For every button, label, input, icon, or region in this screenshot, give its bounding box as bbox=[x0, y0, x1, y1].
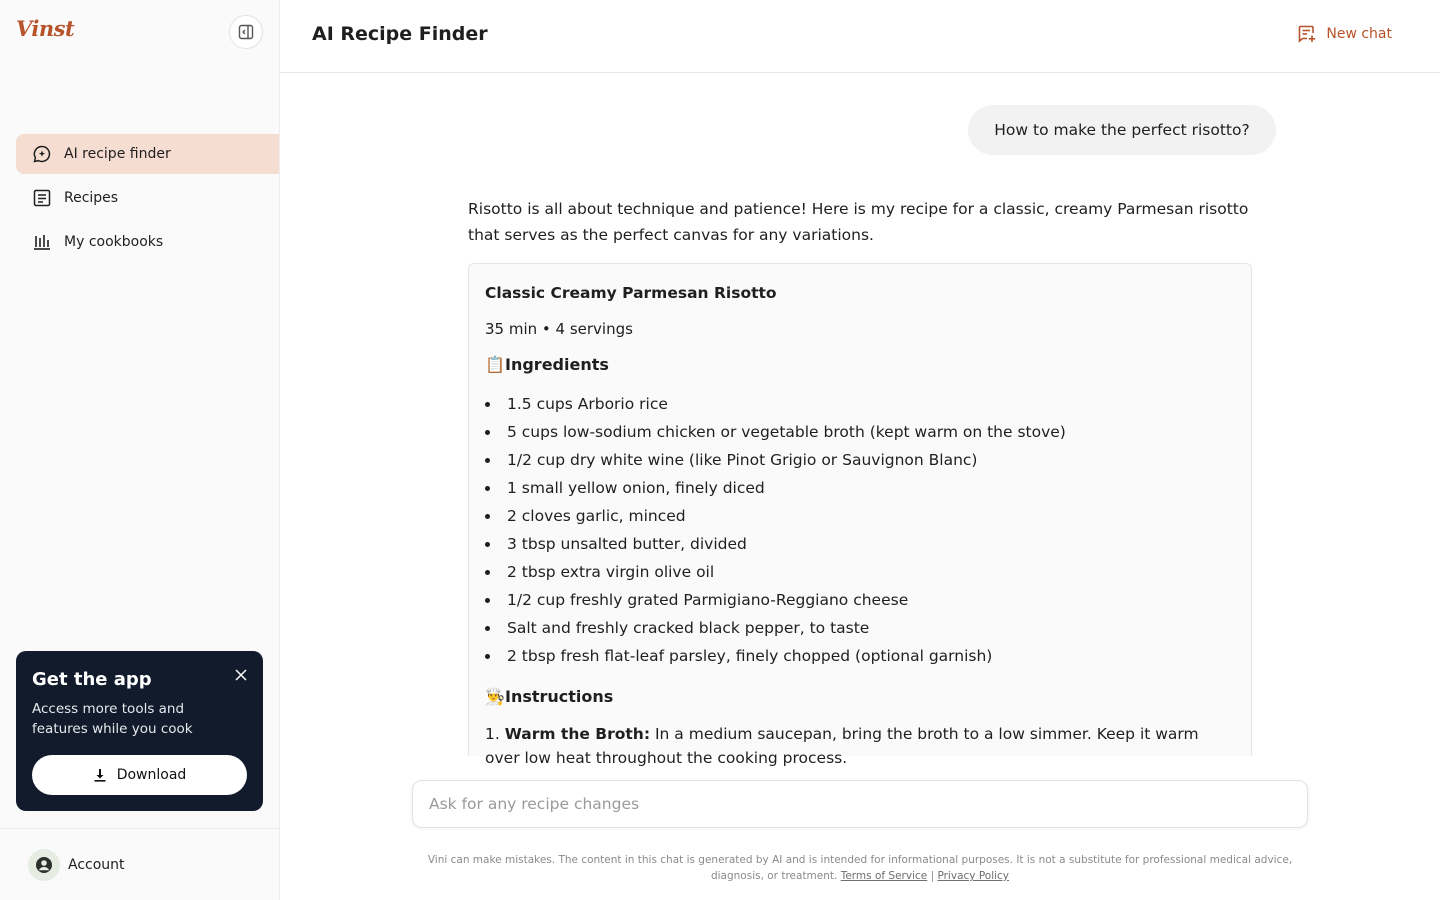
sidebar-nav bbox=[16, 134, 279, 266]
download-button-label: Download bbox=[116, 767, 187, 783]
header bbox=[280, 0, 1440, 73]
recipe-title: Classic Creamy Parmesan Risotto bbox=[485, 284, 777, 302]
user-icon bbox=[35, 856, 53, 874]
app-logo[interactable]: Vinst bbox=[16, 16, 75, 41]
sidebar-item-recipes[interactable] bbox=[16, 178, 279, 218]
account-button[interactable] bbox=[0, 828, 279, 900]
collapse-sidebar-button[interactable] bbox=[229, 15, 263, 49]
page-title: AI Recipe Finder bbox=[312, 23, 488, 45]
recipe-chat-input[interactable] bbox=[412, 780, 1308, 828]
list-item: 1.5 cups Arborio rice bbox=[485, 390, 1235, 418]
terms-of-service-link[interactable]: Terms of Service bbox=[840, 870, 928, 882]
step-title: Warm the Broth: bbox=[504, 725, 651, 743]
sidebar-toggle-icon bbox=[238, 24, 254, 40]
sidebar-item-my-cookbooks[interactable] bbox=[16, 222, 279, 262]
list-item: Salt and freshly cracked black pepper, to taste bbox=[485, 614, 1235, 642]
promo-title: Get the app bbox=[32, 669, 152, 690]
chat-sparkle-icon bbox=[32, 144, 52, 164]
user-message: How to make the perfect risotto? bbox=[968, 105, 1276, 155]
promo-close-button[interactable] bbox=[233, 667, 249, 683]
step-text: In a medium saucepan, bring the broth to a low simmer. Keep it warm over low heat throughout the cooking process. bbox=[485, 725, 1199, 767]
step-number: 1. bbox=[485, 725, 500, 743]
list-item: 3 tbsp unsalted butter, divided bbox=[485, 530, 1235, 558]
sidebar bbox=[0, 0, 280, 900]
promo-text: Access more tools and features while you cook bbox=[32, 701, 193, 737]
account-label: Account bbox=[68, 856, 125, 873]
list-item: 2 tbsp fresh flat-leaf parsley, finely chopped (optional garnish) bbox=[485, 642, 1235, 670]
instructions-heading bbox=[485, 686, 1235, 708]
ingredients-heading bbox=[485, 354, 1235, 376]
privacy-policy-link[interactable]: Privacy Policy bbox=[937, 870, 1010, 882]
avatar bbox=[28, 849, 60, 881]
download-button[interactable] bbox=[32, 755, 247, 795]
footer-separator: | bbox=[930, 870, 935, 882]
ingredients-list bbox=[485, 390, 1235, 670]
recipe-list-icon bbox=[32, 188, 52, 208]
disclaimer-text: Vini can make mistakes. The content in this chat is generated by AI and is intended for informational purposes. It is not a substitute for professional medical advice, diagnosis, or treatment. bbox=[427, 854, 1293, 882]
new-chat-label: New chat bbox=[1326, 26, 1392, 42]
list-item: 1 small yellow onion, finely diced bbox=[485, 474, 1235, 502]
sidebar-item-label: My cookbooks bbox=[64, 234, 164, 250]
list-item: 1/2 cup freshly grated Parmigiano-Reggiano cheese bbox=[485, 586, 1235, 614]
sidebar-item-ai-recipe-finder[interactable] bbox=[16, 134, 279, 174]
instructions-heading-label: Instructions bbox=[505, 687, 614, 706]
disclaimer bbox=[412, 852, 1308, 884]
new-chat-icon bbox=[1297, 24, 1317, 44]
cookbooks-icon bbox=[32, 232, 52, 252]
sidebar-item-label: AI recipe finder bbox=[64, 146, 171, 162]
new-chat-button[interactable] bbox=[1297, 24, 1392, 44]
list-item: 2 cloves garlic, minced bbox=[485, 502, 1235, 530]
close-icon bbox=[233, 667, 249, 683]
recipe-meta: 35 min • 4 servings bbox=[485, 320, 633, 338]
list-item: 1/2 cup dry white wine (like Pinot Grigio or Sauvignon Blanc) bbox=[485, 446, 1235, 474]
get-app-promo bbox=[16, 651, 263, 811]
instruction-step bbox=[485, 722, 1235, 770]
list-item: 5 cups low-sodium chicken or vegetable broth (kept warm on the stove) bbox=[485, 418, 1235, 446]
download-icon bbox=[93, 768, 107, 782]
sidebar-item-label: Recipes bbox=[64, 190, 119, 206]
chef-icon: 👨‍🍳 bbox=[485, 687, 505, 706]
assistant-message: Risotto is all about technique and patience! Here is my recipe for a classic, creamy Parmesan risotto that serves as the perfect canvas for any variations. bbox=[468, 200, 1249, 244]
clipboard-icon: 📋 bbox=[485, 355, 505, 374]
ingredients-heading-label: Ingredients bbox=[505, 355, 609, 374]
recipe-card bbox=[468, 263, 1252, 767]
list-item: 2 tbsp extra virgin olive oil bbox=[485, 558, 1235, 586]
